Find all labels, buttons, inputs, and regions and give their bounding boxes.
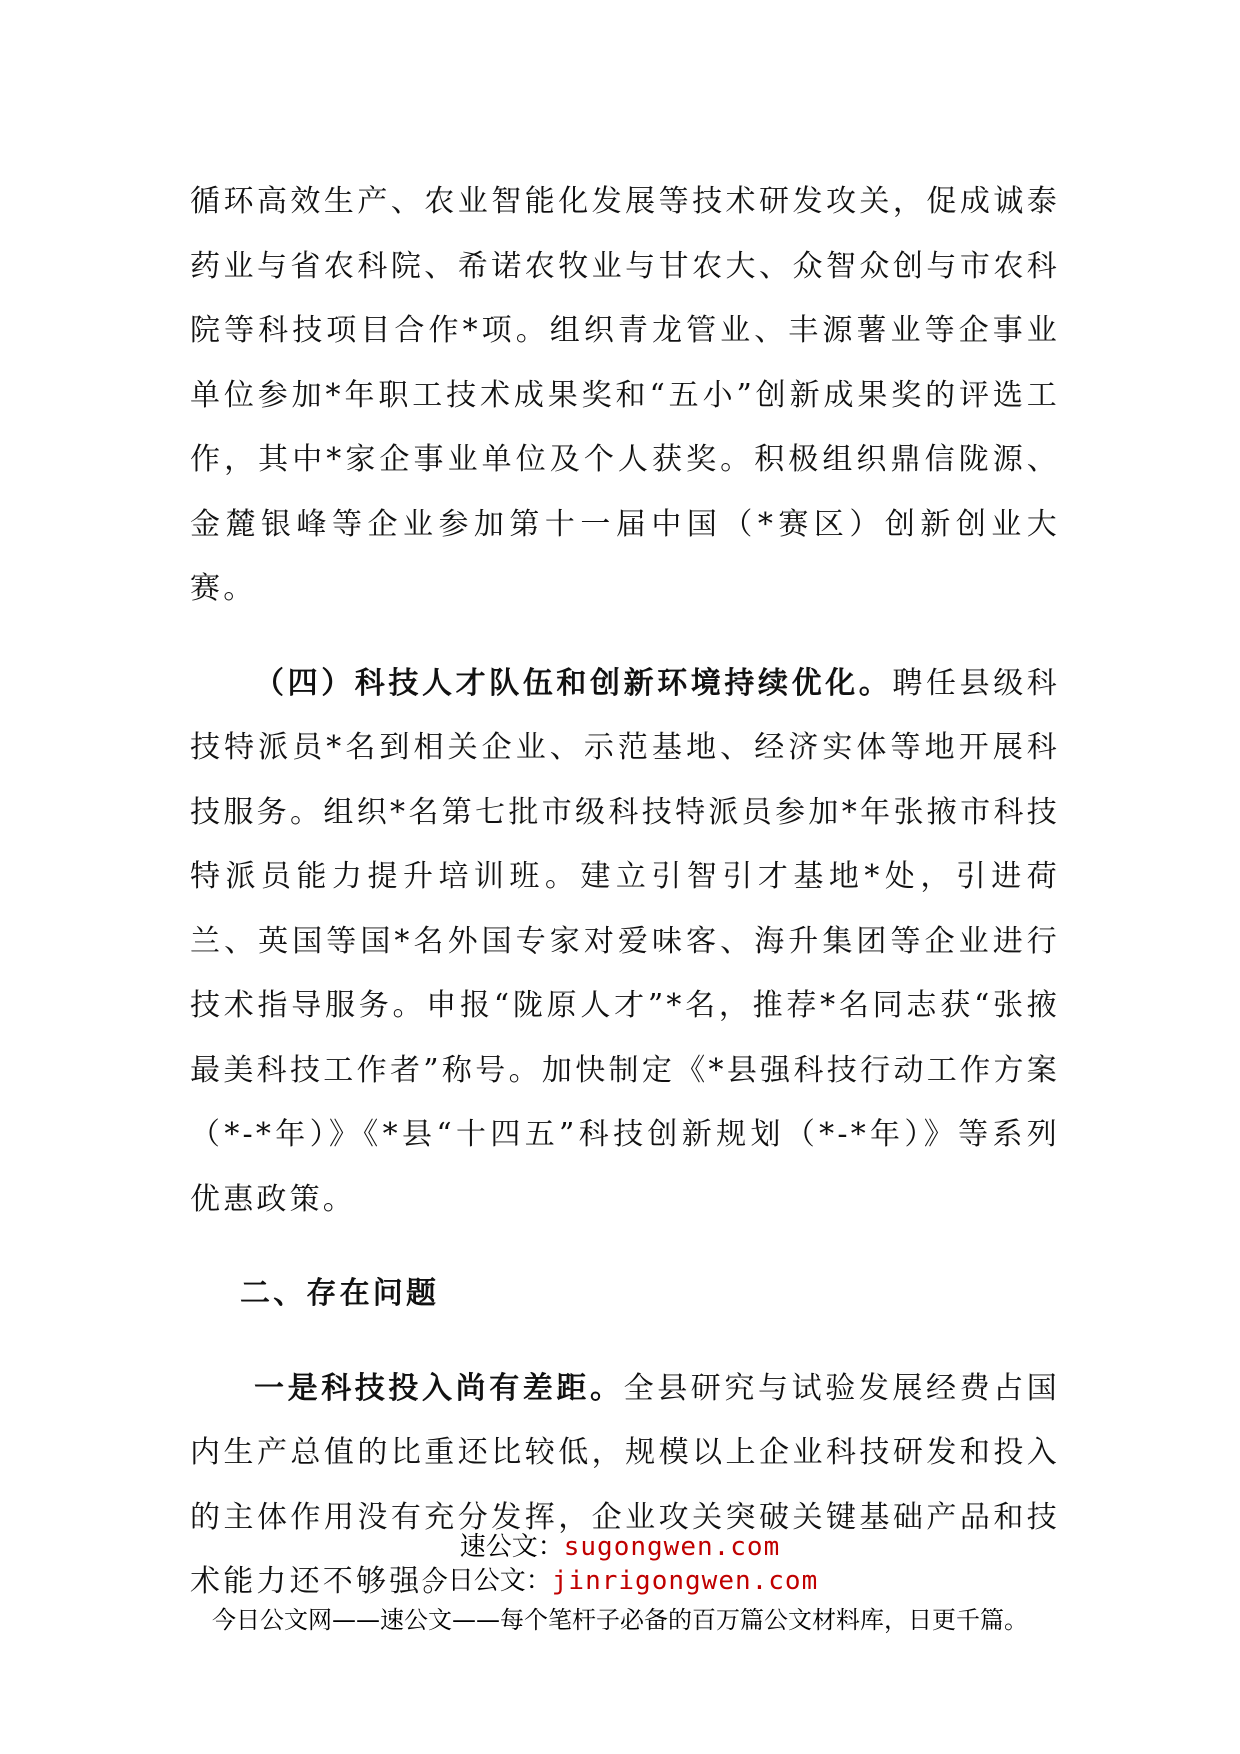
paragraph-talent [190,652,1060,1233]
page-footer [0,1530,1240,1638]
footer-line-jinrigongwen [0,1564,1240,1598]
paragraph-spacer [190,1232,1060,1262]
footer-tagline: 今日公文网——速公文——每个笔杆子必备的百万篇公文材料库，日更千篇。 [212,1606,1028,1634]
paragraph-spacer [190,622,1060,652]
section-heading: 二、存在问题 [240,1276,440,1311]
paragraph-lead-heading: 一是科技投入尚有差距。 [254,1370,624,1406]
paragraph-body-text: 全县研究与试验发展经费占国内生产总值的比重还比较低，规模以上企业科技研发和投入的主体作用没有充分发挥，企业攻关突破关键基础产品和技术能力还不够强。 [190,1370,1060,1599]
footer-label: 速公文： [459,1532,564,1562]
footer-line-sugongwen [0,1530,1240,1564]
document-body [190,170,1060,1615]
paragraph-continued: 循环高效生产、农业智能化发展等技术研发攻关，促成诚泰药业与省农科院、希诺农牧业与甘农大、众智众创与市农科院等科技项目合作*项。组织青龙管业、丰源薯业等企事业单位参加*年职工技术成果奖和“五小”创新成果奖的评选工作，其中*家企事业单位及个人获奖。积极组织鼎信陇源、金麓银峰等企业参加第十一届中国（*赛区）创新创业大赛。 [190,184,1060,606]
paragraph-body-text: 聘任县级科技特派员*名到相关企业、示范基地、经济实体等地开展科技服务。组织*名第七批市级科技特派员参加*年张掖市科技特派员能力提升培训班。建立引智引才基地*处，引进荷兰、英国等国*名外国专家对爱味客、海升集团等企业进行技术指导服务。申报“陇原人才”*名，推荐*名同志获“张掖最美科技工作者”称号。加快制定《*县强科技行动工作方案（*-*年）》《*县“十四五”科技创新规划（*-*年）》等系列优惠政策。 [190,665,1060,1217]
footer-label: 今日公文： [421,1566,552,1596]
footer-link-sugongwen[interactable]: sugongwen.com [563,1532,781,1562]
footer-link-jinrigongwen[interactable]: jinrigongwen.com [551,1566,819,1596]
paragraph-spacer [190,1327,1060,1357]
paragraph-lead-heading: （四）科技人才队伍和创新环境持续优化。 [254,665,893,701]
